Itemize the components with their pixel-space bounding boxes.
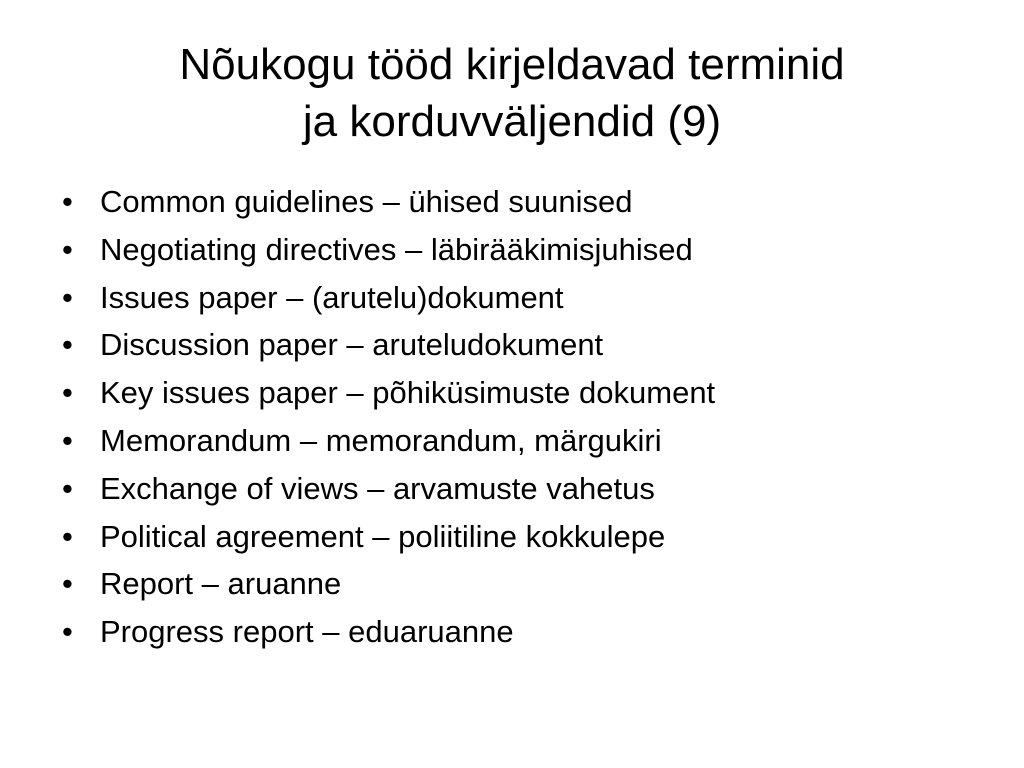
bullet-icon: • bbox=[62, 518, 73, 554]
bullet-icon: • bbox=[62, 184, 73, 219]
bullet-item-discussion-paper bbox=[56, 321, 986, 369]
bullet-item-negotiating-directives bbox=[56, 226, 986, 274]
bullet-text: Exchange of views – arvamuste vahetus bbox=[100, 470, 655, 506]
bullet-item-memorandum bbox=[56, 417, 986, 465]
bullet-text: Negotiating directives – läbirääkimisjuhised bbox=[100, 231, 693, 267]
bullet-item-exchange-of-views bbox=[56, 465, 986, 513]
bullet-text: Issues paper – (arutelu)dokument bbox=[100, 279, 564, 315]
bullet-item-progress-report bbox=[56, 608, 986, 656]
slide-title bbox=[40, 36, 984, 150]
bullet-icon: • bbox=[62, 279, 73, 315]
bullet-item-political-agreement bbox=[56, 513, 986, 561]
bullet-text: Discussion paper – aruteludokument bbox=[100, 327, 604, 363]
bullet-item-common-guidelines bbox=[56, 178, 986, 226]
bullet-list bbox=[56, 178, 986, 656]
bullet-text: Memorandum – memorandum, märgukiri bbox=[100, 422, 662, 458]
bullet-icon: • bbox=[62, 422, 73, 458]
bullet-icon: • bbox=[62, 375, 73, 411]
bullet-icon: • bbox=[62, 470, 73, 506]
bullet-item-report bbox=[56, 560, 986, 608]
bullet-icon: • bbox=[62, 566, 73, 602]
bullet-text: Progress report – eduaruanne bbox=[100, 614, 514, 650]
bullet-icon: • bbox=[62, 327, 73, 363]
bullet-text: Report – aruanne bbox=[100, 566, 342, 602]
bullet-text: Key issues paper – põhiküsimuste dokument bbox=[100, 375, 716, 411]
slide-title-line-1: Nõukogu tööd kirjeldavad terminid bbox=[179, 40, 845, 89]
bullet-icon: • bbox=[62, 231, 73, 267]
bullet-text: Political agreement – poliitiline kokkulepe bbox=[100, 518, 666, 554]
bullet-item-issues-paper bbox=[56, 274, 986, 322]
bullet-icon: • bbox=[62, 614, 73, 650]
slide-title-line-2: ja korduvväljendid (9) bbox=[302, 97, 722, 146]
bullet-item-key-issues-paper bbox=[56, 369, 986, 417]
bullet-text: Common guidelines – ühised suunised bbox=[100, 184, 633, 219]
